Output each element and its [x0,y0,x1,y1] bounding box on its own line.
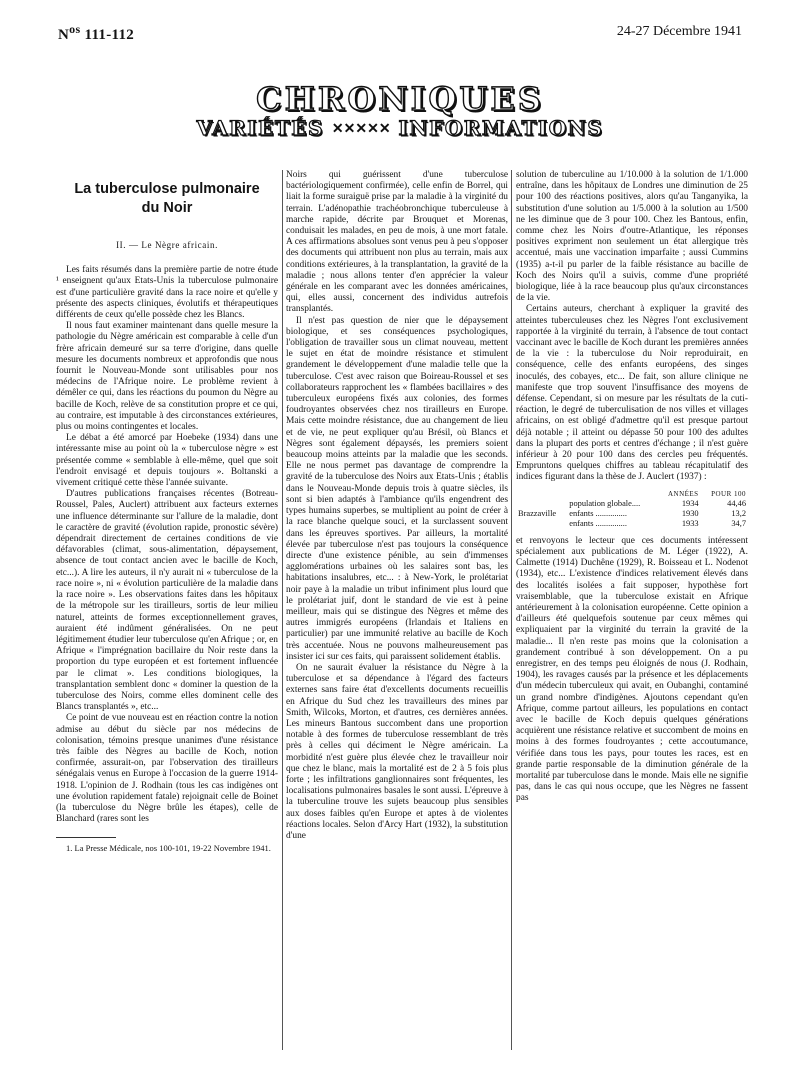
issue-prefix: N [58,27,70,43]
table-cell-pct: 34,7 [731,518,746,528]
paragraph: Le débat a été amorcé par Hoebeke (1934) dans une intéressante mise au point où la « tuberculose nègre » est présentée comme « semblable à elle-même, quel que soit l'endroit envisagé et depuis toujours ». Boltanski a vivement critiqué cette thèse l'année suivante. [56,433,278,489]
section-title: CHRONIQUES [256,80,544,118]
paragraph: solution de tuberculine au 1/10.000 à la solution de 1/1.000 entraîne, dans les hôpitaux de Londres une diminution de 25 pour 100 des réactions positives, alors qu'au Tanganyika, la substitution d'une solution au 1/5.000 à la solution au 1/500 ne les diminue que de 3 pour 100. Chez les Bantous, enfin, comme chez les Noirs d'outre-Atlantique, les réponses positives expriment non seulement un état allergique très accentué, mais une vaccination imparfaite ; aussi Cummins (1935) a-t-il pu parler de la faible résistance au bacille de Koch des Noirs qu'il a suivis, comme d'une propriété biologique, liée à la race beaucoup plus qu'aux circonstances de la vie. [516,170,748,304]
statistics-table [516,489,748,529]
table-cell-year: 1934 [681,498,699,508]
footnote-rule [56,837,116,838]
paragraph: D'autres publications françaises récentes (Botreau-Roussel, Pales, Auclert) attribuent aux facteurs externes une influence déterminante sur l'allure de la maladie, dont le caractère de gravité (évolution rapide, pronostic sévère) dépendrait directement de certaines conditions de vie défavorables (climat, sous-alimentation, dépaysement, absence de tout contact ancien avec le bacille de Koch, etc...). A lire les auteurs, il n'y aurait ni « tuberculose de la race noire », ni « évolution particulière de la maladie dans la race noire ». Les observations faites dans les hôpitaux de la métropole sur les tirailleurs, sortis de leur milieu naturel, atteints de formes exceptionnellement graves, auraient été indûment généralisées. On ne peut légitimement étudier leur tuberculose qu'en Afrique ; or, en Afrique « l'imprégnation bacillaire du Noir reste dans la proportion du type européen et est fortement influencée par le climat ». Les conditions biologiques, la transplantation semblent donc « dominer la question de la tuberculose des Noirs, comme elles dominent celle des Blancs transplantés », etc... [56,489,278,713]
table-cell-pct: 13,2 [731,508,746,518]
column-divider [282,170,283,1050]
column-divider [511,170,512,1050]
paragraph: Certains auteurs, cherchant à expliquer la gravité des atteintes tuberculeuses chez les Nègres l'ont exclusivement rapportée à la virginité du terrain, à l'absence de tout contact vaccinant avec le bacille de Koch durant les premières années de la vie : la tuberculose du Noir reproduirait, en conséquence, celle des enfants européens, des singes inoculés, des cobayes, etc... De fait, son allure clinique ne manifeste que trop souvent l'insuffisance des moyens de défense. Cependant, si on mesure par les résultats de la cuti-réaction, le degré de tuberculisation de nos villes et villages africains, on est obligé d'admettre qu'il est presque partout déjà notable ; il atteint ou dépasse 50 pour 100 des adultes dans la plupart des ports et centres d'échange ; il n'est guère inférieur à 20 pour 100 dans des cercles peu fréquentés. Empruntons quelques chiffres au tableau récapitulatif des indices figurant dans la thèse de J. Auclert (1937) : [516,304,748,483]
paragraph: On ne saurait évaluer la résistance du Nègre à la tuberculose et sa dépendance à l'égard des facteurs externes sans faire état d'excellents documents recueillis en Afrique du Sud chez les travailleurs des mines par Smith, Wilcoks, Morton, et d'autres, ces dernières années. Les mineurs Bantous succombent dans une proportion notable à des formes de tuberculose ressemblant de très près à celles qui déciment le Nègre américain. La morbidité n'est guère plus élevée chez le travailleur noir que chez le blanc, mais la mortalité est de 2 à 5 fois plus forte ; les infiltrations ganglionnaires sont fréquentes, les localisations pulmonaires basales le sont aussi. L'épreuve à la tuberculine trouve les sujets beaucoup plus sensibles aux doses faibles qu'en Europe et aptes à de violentes réactions locales. Selon d'Arcy Hart (1932), la substitution d'une [286,662,508,841]
paragraph: Il n'est pas question de nier que le dépaysement biologique, et ses conséquences psychologiques, l'obligation de travailler sous un climat nouveau, mettent le sujet en état de moindre résistance et stimulent grandement le développement d'une maladie telle que la tuberculose. C'est avec raison que Boireau-Roussel et ses collaborateurs rapprochent les « flambées bacillaires » des tuberculeux européens fixés aux colonies, des formes foudroyantes observées chez nos tirailleurs en Europe. Mais cette moindre résistance, due au changement de lieu et de vie, ne peut expliquer qu'au Brésil, où Blancs et Nègres sont également dépaysés, les premiers soient beaucoup moins atteints par la maladie que les seconds. Elle ne nous permet pas davantage de comprendre la gravité de la tuberculose des Noirs aux Etats-Unis ; établis dans le Nouveau-Monde depuis trois à quatre siècles, ils sont si bien adaptés à l'ambiance qu'ils engendrent des types humains superbes, se multiplient au point de créer à la race blanche quelque souci, et la surclassent souvent dans les épreuves sportives. Par ailleurs, la mortalité élevée par tuberculose n'est pas toujours la conséquence directe d'une existence pénible, au sein d'immenses agglomérations urbaines où les salaires sont bas, les habitations insalubres, etc... : à New-York, le prolétariat noir paye à la maladie un tribut infiniment plus lourd que le prolétariat juif, dont le standard de vie est à peine meilleur, mais qui se distingue des Nègres et même des autres immigrés européens (Irlandais et Italiens en particulier) par une immunité relative au bacille de Koch très accentuée. Nous ne pouvons malheureusement pas insister ici sur ces faits, qui paraissent solidement établis. [286,315,508,662]
subtitle-right: INFORMATIONS [398,116,604,140]
article-subheading: II. — Le Nègre africain. [116,240,218,250]
subtitle-left: VARIÉTÉS [196,116,324,140]
issue-number [58,22,134,44]
table-cell-year: 1933 [681,518,699,528]
table-cell-year: 1930 [681,508,699,518]
article-title [56,180,278,218]
table-cell-label: enfants ............... [569,518,627,528]
table-header-pct: POUR 100 [711,489,746,498]
issue-date: 24-27 Décembre 1941 [616,24,742,39]
column-1 [56,170,278,853]
table-cell-label: population globale.... [569,498,641,508]
table-header-year: ANNÉES [667,489,699,498]
paragraph: Ce point de vue nouveau est en réaction contre la notion admise au début du siècle par nos médecins de colonisation, témoins presque unanimes d'une résistance très faible des Nègres au bacille de Koch, notion confirmée, assurait-on, par l'observation des tirailleurs sénégalais venus en Europe à l'occasion de la guerre 1914-1918. L'opinion de J. Rodhain (tous les cas indigènes ont une évolution rapidement fatale) rejoignait celle de Boinet (la tuberculose du Nègre brûle les étapes), celle de Blanchard (rares sont les [56,713,278,825]
table-cell-label: enfants ............... [569,508,627,518]
paragraph: et renvoyons le lecteur que ces documents intéressent spécialement aux publications de M. Léger (1922), A. Calmette (1914) Duchêne (1929), R. Boisseau et L. Nodenot (1934), etc... L'existence d'indices relativement élevés dans des localités isolées a fait supposer, hypothèse fort vraisemblable, que la tuberculose existait en Afrique antérieurement à la colonisation européenne. Cette opinion a d'ailleurs été quelquefois soutenue par ceux mêmes qui expliquaient par la virginité du terrain la gravité de la maladie... Il n'en reste pas moins que la colonisation a grandement contribué à son développement. On a pu enregistrer, en des temps peu éloignés de nous (J. Rodhain, 1904), les ravages causés par la présence et les déplacements d'un médecin tuberculeux qui avait, en Oubanghi, contaminé un grand nombre d'indigènes. Ajoutons cependant qu'en Afrique, comme partout ailleurs, les populations en contact avec le bacille de Koch depuis quelques générations acquièrent une résistance relative et succombent de moins en moins à des formes foudroyantes ; cette accoutumance, vérifiée dans tous les pays, pour toutes les races, est en grande partie responsable de la diminution générale de la mortalité par tuberculose dans le monde. Mais elle ne signifie pas, dans le cas qui nous occupe, que les Nègres ne fassent pas [516,535,748,804]
table-header-row [516,489,748,499]
table-city: Brazzaville [518,508,557,518]
article-title-line: du Noir [141,200,193,216]
footnote: 1. La Presse Médicale, nos 100-101, 19-22 Novembre 1941. [66,843,271,854]
table-cell-pct: 44,46 [727,498,746,508]
issue-value: 111-112 [84,27,135,43]
article-title-line: La tuberculose pulmonaire [74,181,260,197]
table-row [516,499,748,509]
issue-suffix: os [69,22,81,36]
column-3 [516,170,748,805]
paragraph: Il nous faut examiner maintenant dans quelle mesure la pathologie du Nègre américain est comparable à celle d'un frère africain demeuré sur sa terre d'origine, dans quelle mesure les documents nombreux et approfondis que nous fournit le Nouveau-Monde sont utilisables pour nos médecins de l'Afrique noire. Le problème revient à démêler ce qui, dans les réactions du poumon du Nègre au bacille de Koch, relève de sa constitution propre et ce qui, au contraire, est imputable à des circonstances extérieures, plus ou moins contingentes et locales. [56,321,278,433]
paragraph: Les faits résumés dans la première partie de notre étude ¹ enseignent qu'aux Etats-Unis la tuberculose pulmonaire est d'une particulière gravité dans la race noire et qu'elle y présente des aspects cliniques, évolutifs et thérapeutiques différents de ceux qu'elle possède chez les Blancs. [56,265,278,321]
ornament-icon: ✕✕✕✕✕ [331,121,391,137]
paragraph: Noirs qui guérissent d'une tuberculose bactériologiquement confirmée), celle enfin de Borrel, qui liait la forme suraiguë prise par la maladie à la virginité du terrain. L'adénopathie trachéobronchique tuberculeuse à marche rapide, décrite par Brouquet et Morenas, conduisait les malades, en peu de mois, à une mort fatale. A ces affirmations absolues sont venus peu à peu s'opposer des documents qui attribuent non plus au terrain, mais aux conditions extérieures, à la transplantation, la gravité de la maladie ; nous allons tenter d'en apprécier la valeur générale en les comparant avec les données américaines, qui, elles aussi, concernent des individus autrefois transplantés. [286,170,508,315]
section-subtitle [0,116,800,140]
column-2 [286,170,508,842]
